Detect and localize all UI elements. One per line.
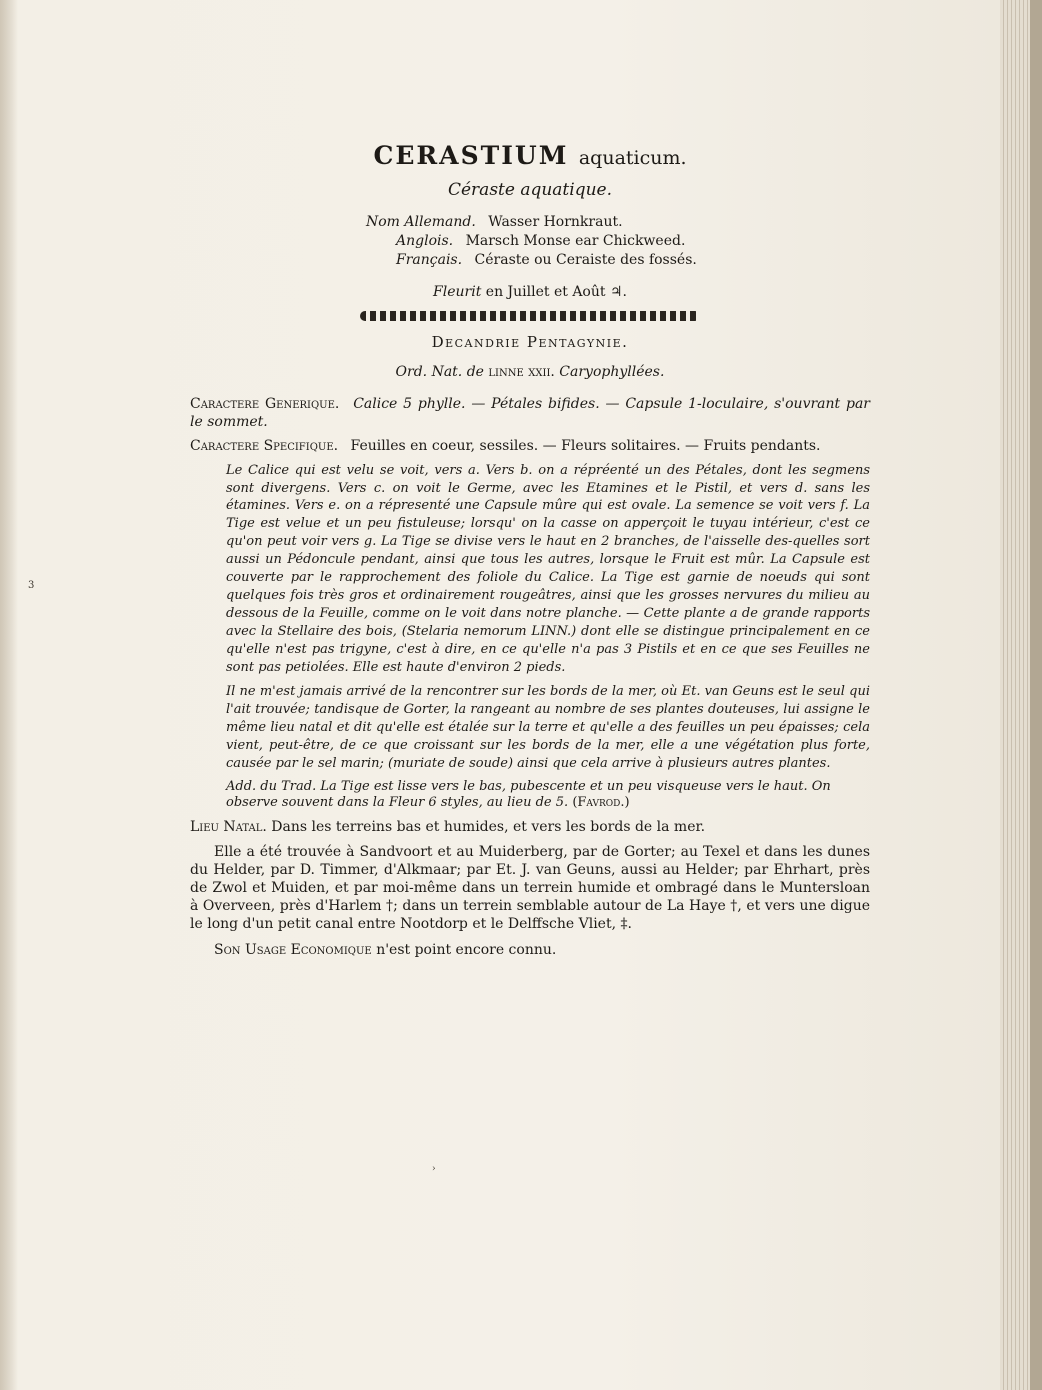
locations-paragraph: Elle a été trouvée à Sandvoort et au Muiderberg, par de Gorter; au Texel et dans les dunes du Helder, par D. Timmer, d'Alkmaar; par Et. J. van Geuns, aussi au Helder; par Ehrhart, près de Zwol et Muiden, et par moi-même dans un terrein humide et ombragé dans le Muntersloan à Overveen, près d'Harlem †; dans un terrein semblable autour de La Haye †, et vers une digue le long d'un petit canal entre Nootdorp et le Delffsche Vliet, ‡.	[190, 843, 870, 933]
title-species: aquaticum.	[578, 147, 687, 169]
name-value: Céraste ou Ceraiste des fossés.	[474, 251, 697, 268]
spine-shadow	[0, 0, 18, 1390]
ornament-divider	[360, 311, 700, 321]
flowering-line	[190, 283, 870, 301]
addendum-attribution: (Favrod.)	[572, 795, 630, 811]
flowering-text: en Juillet et Août ♃.	[485, 284, 627, 301]
specific-text: Feuilles en coeur, sessiles. — Fleurs solitaires. — Fruits pendants.	[350, 438, 821, 455]
specific-character	[190, 437, 870, 455]
common-name-row	[396, 232, 870, 250]
name-language: Français.	[396, 251, 463, 268]
common-name-row	[396, 251, 870, 269]
lieu-label: Lieu Natal.	[190, 819, 267, 836]
title-genus: CERASTIUM	[373, 141, 569, 170]
addendum-text: Add. du Trad. La Tige est lisse vers le bas, pubescente et un peu visqueuse vers le haut. On observe souvent dans la Fleur 6 styles, au lieu de 5.	[226, 778, 831, 811]
common-names	[366, 213, 870, 270]
native-place	[190, 818, 870, 836]
flowering-label: Fleurit	[433, 284, 482, 301]
specific-label: Caractere Specifique.	[190, 438, 339, 455]
name-value: Marsch Monse ear Chickweed.	[465, 232, 686, 249]
classification: Decandrie Pentagynie.	[431, 333, 629, 352]
natural-order	[190, 363, 870, 381]
order-prefix: Ord. Nat. de	[395, 363, 484, 380]
name-language: Nom Allemand.	[366, 213, 476, 230]
order-family: Caryophyllées.	[559, 363, 665, 380]
lieu-text: Dans les terreins bas et humides, et vers les bords de la mer.	[271, 819, 706, 836]
common-name-row	[366, 213, 870, 231]
name-language: Anglois.	[396, 232, 454, 249]
page-title	[190, 140, 870, 173]
generic-label: Caractere Generique.	[190, 396, 340, 413]
order-author: linne	[488, 363, 524, 380]
name-value: Wasser Hornkraut.	[488, 213, 623, 230]
margin-mark: 3	[28, 580, 35, 591]
order-number: xxii.	[528, 363, 555, 380]
page-content	[190, 140, 870, 968]
generic-text: Calice 5 phylle. — Pétales bifides. — Capsule 1-loculaire, s'ouvrant par le sommet.	[190, 396, 870, 431]
generic-character	[190, 395, 870, 431]
page-mark: ›	[432, 1164, 436, 1174]
cover-edge	[1030, 0, 1042, 1390]
translator-addendum	[226, 779, 870, 813]
usage-label: Son Usage Economique	[214, 942, 372, 959]
page-subtitle: Céraste aquatique.	[447, 179, 612, 200]
description-note: Le Calice qui est velu se voit, vers a. Vers b. on a répréenté un des Pétales, dont les segmens sont divergens. Vers c. on voit le Germe, avec les Etamines et le Pistil, et vers d. sans les étamines. Vers e. on a répresenté une Capsule mûre qui est ovale. La semence se voit vers f. La Tige est velue et un peu fistuleuse; lorsqu' on la casse on apperçoit le tuyau intérieur, c'est ce qu'on peut voir vers g. La Tige se divise vers le haut en 2 branches, de l'aisselle des-quelles sort aussi un Pédoncule pendant, ainsi que tous les autres, lorsque le Fruit est mûr. La Capsule est couverte par le rapprochement des foliole du Calice. La Tige est garnie de noeuds qui sont quelques fois très gros et ordinairement rougeâtres, ainsi que les grosses nervures du milieu au dessous de la Feuille, comme on le voit dans notre planche. — Cette plante a de grande rapports avec la Stellaire des bois, (Stelaria nemorum LINN.) dont elle se distingue principalement en ce qu'elle n'est pas trigyne, c'est à dire, en ce qu'elle n'a pas 3 Pistils et en ce que ses Feuilles ne sont pas petiolées. Elle est haute d'environ 2 pieds.	[226, 462, 870, 675]
economic-usage	[190, 941, 870, 959]
usage-text: n'est point encore connu.	[376, 942, 557, 959]
habitat-note: Il ne m'est jamais arrivé de la rencontrer sur les bords de la mer, où Et. van Geuns est le seul qui l'ait trouvée; tandisque de Gorter, la rangeant au nombre de ses plantes douteuses, lui assigne le même lieu natal et dit qu'elle est étalée sur la terre et qu'elle a des feuilles un peu épaisses; cela vient, peut-être, de ce que croissant sur les bords de la mer, elle a une végétation plus forte, causée par le sel marin; (muriate de soude) ainsi que cela arrive à plusieurs autres plantes.	[226, 683, 870, 771]
